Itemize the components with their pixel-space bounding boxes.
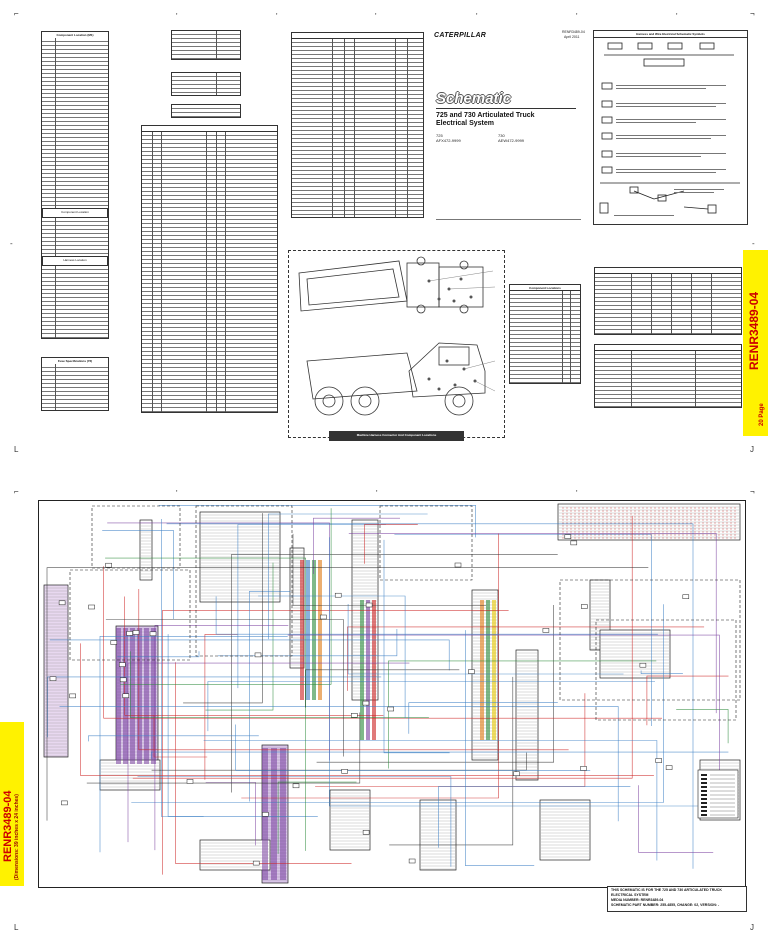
tag-number-bottom: RENR3489-04 [2,790,14,862]
component-locations-title: Component Locations [510,285,580,291]
doc-tag-bottom [0,722,24,886]
location-title: Machine Harness Connector And Component Locations [329,431,464,441]
tag-dimensions: (Dimensions: 39 inches x 24 inches) [14,794,20,880]
component-location-table: Component Location (M1) Component Location Harness Location [41,31,109,339]
page-subtitle: 725 and 730 Articulated Truck Electrical System [436,112,535,127]
page-title: Schematic [436,90,512,107]
fuse-table-title: Fuse Specifications (72) [42,358,108,365]
serial-730: AEW472-9999 [498,138,525,143]
brand-logo: CATERPILLAR [434,32,487,39]
footer-info [607,886,747,912]
table-title: Component Location (M1) [42,32,108,39]
doc-number: RENR3489-04 [562,30,585,34]
doc-date: April 2011 [564,35,580,39]
footer-line-2: MEDIA NUMBER: RENR3489-04 [611,898,664,902]
serial-725: AFX472-9999 [436,138,461,143]
tag-number: RENR3489-04 [747,291,761,370]
tag-pages: 20 Page [759,403,765,426]
footer-line-3: SCHEMATIC PART NUMBER: 255-4855, CHANGE: 02, VERSION: - [611,903,720,907]
model-730: 730 [498,133,505,138]
symbols-title: Harness and Wire Electrical Schematic Symbols [594,31,747,38]
model-725: 725 [436,133,443,138]
footer-line-1: THIS SCHEMATIC IS FOR THE 725 AND 730 ARTICULATED TRUCK ELECTRICAL SYSTEM [611,888,722,897]
